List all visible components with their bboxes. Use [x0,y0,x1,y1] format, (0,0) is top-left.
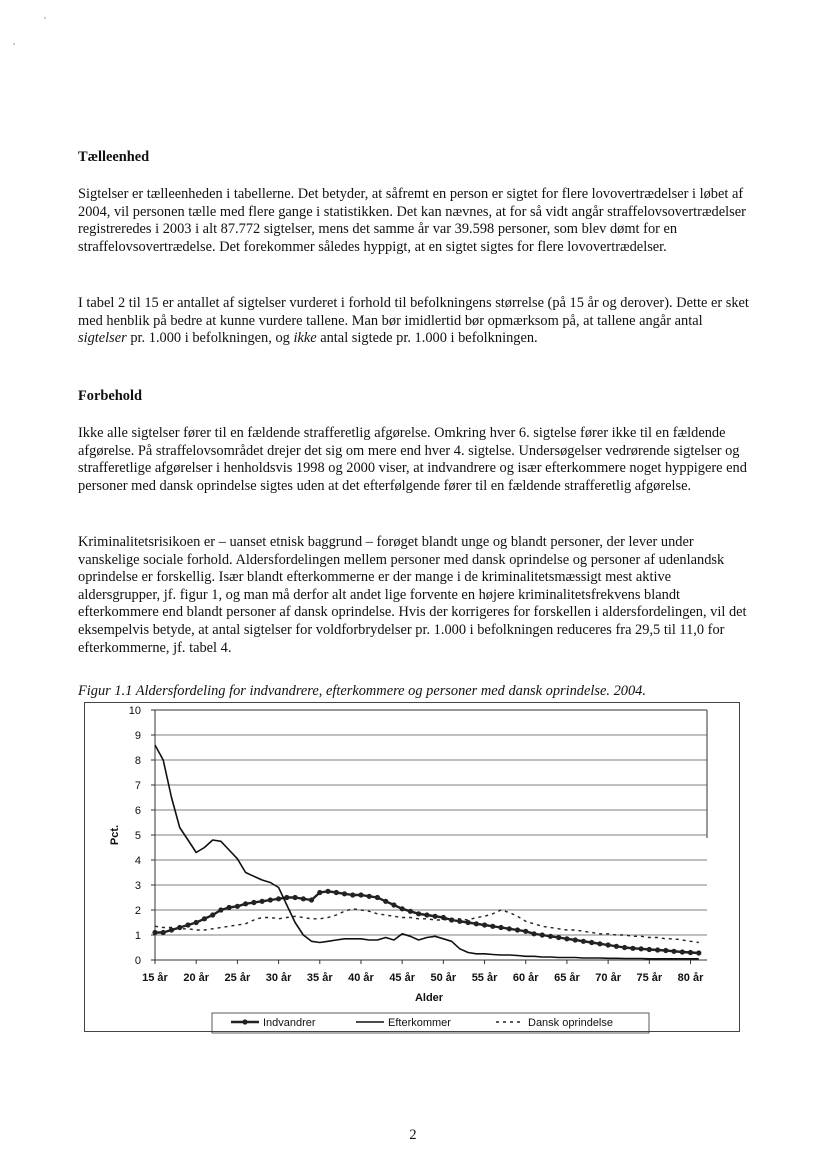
data-point-indvandrer [251,900,256,905]
data-point-indvandrer [358,892,363,897]
y-tick-label: 4 [134,855,141,867]
data-point-indvandrer [276,896,281,901]
data-point-indvandrer [268,897,273,902]
data-point-indvandrer [581,939,586,944]
y-tick-label: 2 [134,905,141,917]
data-point-indvandrer [391,902,396,907]
data-point-indvandrer [589,940,594,945]
x-tick-label: 15 år [142,972,168,984]
data-point-indvandrer [466,920,471,925]
data-point-indvandrer [260,899,265,904]
x-tick-label: 55 år [471,972,498,984]
page-number: 2 [409,1127,417,1143]
paragraph-taelleenhed-2: I tabel 2 til 15 er antallet af sigtelser vurderet i forhold til befolkningens størrelse (på 15 år og derover). Dette er sket med henblik på bedre at kunne vurdere tallene. Man bør imidlertid bør opmærksom på, at tallene angår antal sigtelser pr. 1.000 i befolkningen, og ikke antal sigtede pr. 1.000 i befolkningen. [78,295,749,347]
data-point-indvandrer [515,927,520,932]
data-point-indvandrer [614,944,619,949]
data-point-indvandrer [177,925,182,930]
data-point-indvandrer [416,911,421,916]
series-line-efterkommer [155,745,699,959]
data-point-indvandrer [152,930,157,935]
y-axis-label: Pct. [109,824,121,846]
data-point-indvandrer [630,946,635,951]
data-point-indvandrer [202,916,207,921]
y-tick-label: 6 [134,805,141,817]
x-tick-label: 50 år [430,972,457,984]
data-point-indvandrer [647,947,652,952]
data-point-indvandrer [227,905,232,910]
x-tick-label: 45 år [389,972,416,984]
data-point-indvandrer [498,925,503,930]
x-axis-label: Alder [414,992,444,1004]
data-point-indvandrer [383,899,388,904]
data-point-indvandrer [218,907,223,912]
x-tick-label: 70 år [595,972,621,984]
data-point-indvandrer [655,947,660,952]
data-point-indvandrer [564,936,569,941]
data-point-indvandrer [243,901,248,906]
data-point-indvandrer [680,949,685,954]
legend-label-indvandrer: Indvandrer [263,1017,316,1029]
x-tick-label: 40 år [348,972,374,984]
series-line-indvandrer [155,891,699,953]
figure-caption: Figur 1.1 Aldersfordeling for indvandrere, efterkommere og personer med dansk oprindelse. 2004. [78,683,646,699]
data-point-indvandrer [342,891,347,896]
data-point-indvandrer [317,890,322,895]
data-point-indvandrer [334,890,339,895]
data-point-indvandrer [507,926,512,931]
legend-marker-indvandrer [242,1019,247,1024]
data-point-indvandrer [408,909,413,914]
legend-label-efterkommer: Efterkommer [388,1017,451,1029]
x-tick-label: 60 år [512,972,539,984]
data-point-indvandrer [688,950,693,955]
data-point-indvandrer [367,894,372,899]
x-tick-label: 75 år [636,972,663,984]
y-tick-label: 5 [134,830,141,842]
data-point-indvandrer [293,895,298,900]
emphasis-sigtelser: sigtelser [78,330,127,347]
data-point-indvandrer [400,906,405,911]
data-point-indvandrer [531,931,536,936]
paragraph-forbehold-2: Kriminalitetsrisikoen er – uanset etnisk baggrund – forøget blandt unge og blandt personer, der lever under vanskelige sociale forhold. Aldersfordelingen mellem personer med dansk oprindelse og personer af udenlandsk oprindelse er forskellig. Især blandt efterkommerne er der mange i de kriminalitetsmæssigt mest aktive aldersgrupper, jf. figur 1, og man må derfor alt andet lige forvente en højere kriminalitetsfrekvens blandt efterkommere end blandt personer af dansk oprindelse. Hvis der korrigeres for forskellen i aldersfordelingen, vil det eksempelvis betyde, at antal sigtelser for voldforbrydelser pr. 1.000 i befolkningen reduceres fra 29,5 til 11,0 for efterkommerne, jf. tabel 4. [78,534,747,656]
y-tick-label: 10 [128,705,141,717]
data-point-indvandrer [597,941,602,946]
x-tick-label: 65 år [554,972,580,984]
x-tick-label: 35 år [306,972,333,984]
data-point-indvandrer [309,897,314,902]
data-point-indvandrer [474,921,479,926]
section-heading-forbehold: Forbehold [78,388,142,404]
data-point-indvandrer [639,946,644,951]
data-point-indvandrer [573,937,578,942]
data-point-indvandrer [235,904,240,909]
y-tick-label: 9 [134,730,141,742]
data-point-indvandrer [433,914,438,919]
y-tick-label: 0 [134,955,141,967]
paragraph-forbehold-1: Ikke alle sigtelser fører til en fældende strafferetlig afgørelse. Omkring hver 6. sigtelse fører ikke til en fældende afgørelse. På straffelovsområdet drejer det sig om mere end hver 4. sigtelse. Undersøgelser vedrørende sigtelser og strafferetlige afgørelser i henholdsvis 1998 og 2000 viser, at indvandrere og især efterkommere noget hyppigere end personer med dansk oprindelse sigtes uden at det efterfølgende fører til en fældende strafferetlig afgørelse. [78,425,747,494]
legend-label-dansk-oprindelse: Dansk oprindelse [528,1017,613,1029]
data-point-indvandrer [185,922,190,927]
data-point-indvandrer [523,929,528,934]
data-point-indvandrer [671,949,676,954]
data-point-indvandrer [663,948,668,953]
data-point-indvandrer [556,935,561,940]
data-point-indvandrer [301,896,306,901]
x-tick-label: 80 år [677,972,704,984]
data-point-indvandrer [375,895,380,900]
x-tick-label: 20 år [183,972,210,984]
data-point-indvandrer [424,912,429,917]
data-point-indvandrer [194,920,199,925]
y-tick-label: 1 [134,930,141,942]
data-point-indvandrer [350,892,355,897]
data-point-indvandrer [622,945,627,950]
y-tick-label: 8 [134,755,141,767]
data-point-indvandrer [696,950,701,955]
data-point-indvandrer [161,930,166,935]
x-tick-label: 25 år [224,972,251,984]
data-point-indvandrer [540,932,545,937]
y-tick-label: 3 [134,880,141,892]
data-point-indvandrer [210,912,215,917]
section-heading-taelleenhed: Tælleenhed [78,149,150,165]
emphasis-ikke: ikke [293,330,317,347]
y-tick-label: 7 [134,780,141,792]
x-tick-label: 30 år [265,972,292,984]
data-point-indvandrer [490,924,495,929]
data-point-indvandrer [325,889,330,894]
paragraph-taelleenhed-1: Sigtelser er tælleenheden i tabellerne. Det betyder, at såfremt en person er sigtet for flere lovovertrædelser i løbet af 2004, vil personen tælle med flere gange i statistikken. Det kan nævnes, at for så vidt angår straffelovsovertrædelser registreredes i 2003 i alt 87.772 sigtelser, mens det samme år var 39.598 personer, som blev dømt for en straffelovsovertrædelse. Det forekommer således hyppigt, at en sigtet sigtes for flere lovovertrædelser. [78,186,746,255]
data-point-indvandrer [606,942,611,947]
data-point-indvandrer [548,934,553,939]
data-point-indvandrer [482,922,487,927]
